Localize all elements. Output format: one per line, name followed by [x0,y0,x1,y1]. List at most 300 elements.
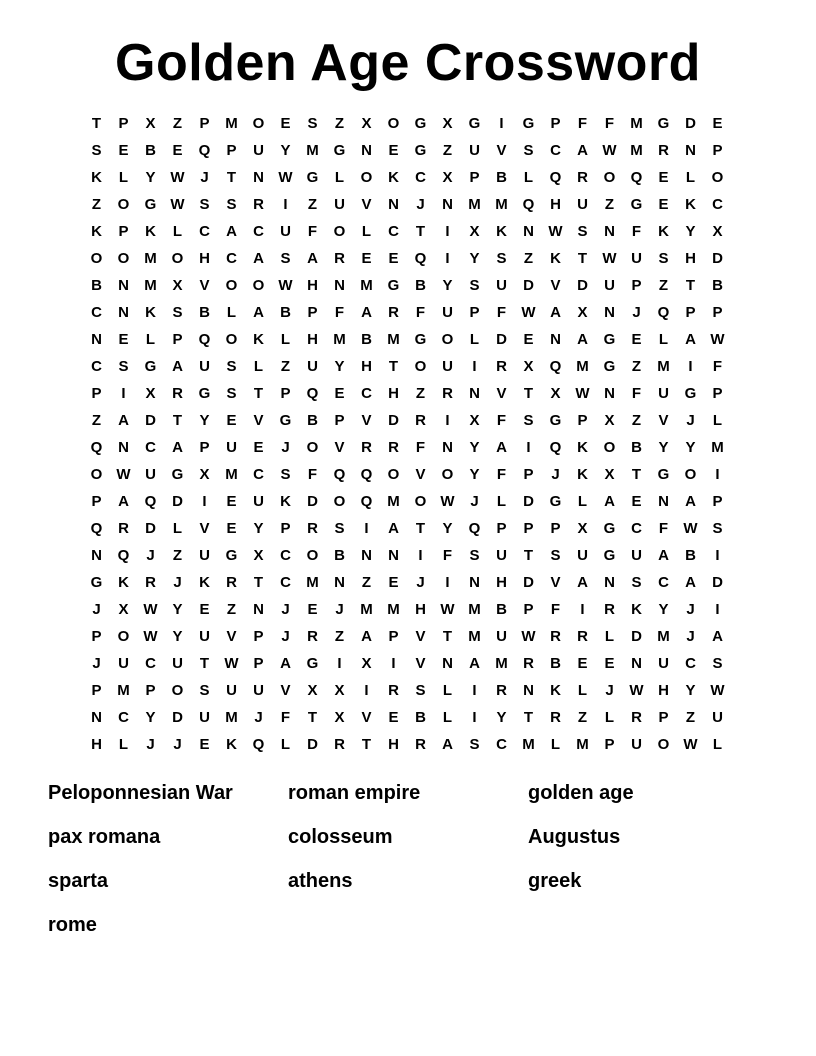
grid-letter: R [253,196,264,213]
grid-letter: Z [226,601,237,618]
grid-letter: D [523,277,534,294]
grid-letter: V [496,385,507,402]
grid-letter: G [468,115,481,132]
grid-row [83,299,733,326]
grid-letter: C [280,574,291,591]
grid-letter: F [550,601,561,618]
grid-letter: N [388,196,399,213]
grid-letter: A [496,439,507,456]
grid-letter: K [280,493,291,510]
grid-letter: G [306,655,319,672]
grid-letter: R [523,655,534,672]
grid-letter: J [605,682,614,699]
grid-letter: M [576,358,589,375]
grid-letter: S [280,466,291,483]
grid-letter: M [657,358,670,375]
grid-letter: E [226,412,237,429]
grid-letter: P [631,277,642,294]
grid-letter: P [91,628,102,645]
grid-letter: O [603,169,616,186]
grid-letter: K [145,223,156,240]
grid-letter: O [360,169,373,186]
grid-letter: P [280,385,291,402]
grid-letter: R [334,250,345,267]
grid-letter: U [199,628,210,645]
grid-letter: P [658,709,669,726]
grid-letter: M [225,115,238,132]
grid-letter: E [199,601,210,618]
grid-letter: R [631,709,642,726]
grid-letter: E [388,709,399,726]
grid-letter: I [445,412,450,429]
grid-letter: Z [442,142,453,159]
grid-letter: U [469,142,480,159]
grid-letter: W [548,223,563,240]
grid-letter: A [388,520,399,537]
grid-letter: Z [604,196,615,213]
grid-letter: G [333,142,346,159]
grid-letter: M [144,277,157,294]
grid-letter: M [711,439,724,456]
grid-letter: X [253,547,264,564]
grid-row [83,650,733,677]
grid-letter: R [577,169,588,186]
grid-letter: S [334,520,345,537]
grid-letter: Y [172,601,183,618]
grid-letter: D [631,628,642,645]
grid-letter: A [604,493,615,510]
grid-letter: X [307,682,318,699]
grid-letter: T [361,736,372,753]
grid-letter: M [468,601,481,618]
grid-letter: O [252,277,265,294]
grid-letter: Y [145,169,156,186]
word-list-item: roman empire [288,782,421,804]
grid-row [83,326,733,353]
grid-letter: D [145,412,156,429]
grid-letter: X [172,277,183,294]
grid-letter: N [91,547,102,564]
grid-letter: E [658,196,669,213]
grid-letter: V [415,466,426,483]
grid-letter: H [388,385,399,402]
grid-letter: W [278,277,293,294]
grid-letter: A [280,655,291,672]
grid-letter: W [224,655,239,672]
grid-letter: K [577,439,588,456]
grid-letter: Y [442,277,453,294]
grid-letter: J [281,601,290,618]
grid-letter: A [550,304,561,321]
grid-letter: Q [306,385,319,402]
grid-letter: D [145,520,156,537]
grid-letter: V [199,520,210,537]
grid-letter: L [226,304,237,321]
grid-letter: W [683,736,698,753]
grid-letter: E [199,736,210,753]
grid-row [83,380,733,407]
grid-letter: N [388,547,399,564]
grid-letter: I [283,196,288,213]
grid-letter: C [226,250,237,267]
grid-letter: E [226,493,237,510]
grid-letter: U [658,655,669,672]
grid-letter: Y [199,412,210,429]
grid-letter: J [335,601,344,618]
grid-letter: Y [469,466,480,483]
grid-letter: B [415,277,426,294]
grid-letter: F [631,385,642,402]
grid-letter: H [307,331,318,348]
grid-letter: S [199,196,210,213]
grid-letter: U [631,736,642,753]
grid-letter: A [685,493,696,510]
grid-letter: L [145,331,156,348]
grid-letter: U [712,709,723,726]
grid-letter: P [199,115,210,132]
grid-letter: S [550,547,561,564]
grid-letter: V [415,628,426,645]
grid-letter: X [604,412,615,429]
grid-letter: N [91,709,102,726]
grid-letter: R [118,520,129,537]
grid-letter: Q [198,331,211,348]
grid-letter: P [523,601,534,618]
grid-letter: G [603,547,616,564]
grid-letter: S [226,196,237,213]
grid-letter: I [688,358,693,375]
grid-letter: T [172,412,183,429]
grid-letter: T [253,385,264,402]
grid-letter: G [306,169,319,186]
grid-letter: A [361,628,372,645]
grid-letter: M [495,655,508,672]
grid-letter: X [577,520,588,537]
grid-letter: O [414,358,427,375]
grid-letter: I [715,466,720,483]
grid-letter: A [253,250,264,267]
grid-letter: L [577,682,588,699]
grid-letter: P [91,682,102,699]
grid-letter: Q [198,142,211,159]
grid-letter: U [199,358,210,375]
grid-letter: H [91,736,102,753]
grid-letter: U [199,709,210,726]
grid-letter: Y [685,223,696,240]
grid-letter: W [116,466,131,483]
grid-letter: R [496,682,507,699]
grid-letter: Y [658,439,669,456]
grid-letter: X [145,385,156,402]
grid-letter: P [199,439,210,456]
grid-letter: K [550,250,561,267]
grid-letter: X [199,466,210,483]
grid-letter: X [469,223,480,240]
grid-letter: P [550,115,561,132]
grid-letter: A [577,142,588,159]
grid-letter: U [280,223,291,240]
grid-row [83,623,733,650]
word-list-item: greek [528,870,582,892]
grid-letter: H [199,250,210,267]
grid-letter: W [710,331,725,348]
grid-letter: L [577,493,588,510]
grid-letter: P [712,493,723,510]
grid-letter: S [496,250,507,267]
grid-letter: L [172,223,183,240]
grid-letter: Q [117,547,130,564]
grid-letter: V [334,439,345,456]
grid-row [83,164,733,191]
grid-letter: N [523,223,534,240]
grid-letter: S [631,574,642,591]
grid-letter: D [523,574,534,591]
grid-letter: E [712,115,723,132]
grid-letter: N [604,574,615,591]
grid-letter: G [603,520,616,537]
grid-letter: W [629,682,644,699]
grid-letter: A [685,574,696,591]
grid-letter: N [604,304,615,321]
grid-letter: D [307,736,318,753]
grid-row [83,488,733,515]
grid-letter: P [334,412,345,429]
grid-letter: K [226,736,237,753]
grid-letter: M [630,142,643,159]
grid-letter: B [145,142,156,159]
grid-letter: F [307,223,318,240]
grid-letter: C [253,466,264,483]
grid-letter: E [388,574,399,591]
grid-letter: N [118,304,129,321]
grid-letter: S [118,358,129,375]
grid-letter: E [523,331,534,348]
grid-letter: V [226,628,237,645]
grid-letter: R [550,628,561,645]
grid-letter: E [361,250,372,267]
grid-letter: D [172,709,183,726]
grid-letter: M [360,277,373,294]
grid-letter: M [630,115,643,132]
grid-letter: A [712,628,723,645]
grid-letter: X [442,115,453,132]
grid-letter: X [604,466,615,483]
grid-letter: T [91,115,102,132]
grid-letter: I [715,601,720,618]
grid-letter: E [658,169,669,186]
grid-letter: P [712,142,723,159]
grid-letter: W [170,169,185,186]
grid-letter: E [118,142,129,159]
grid-letter: K [550,682,561,699]
grid-letter: D [307,493,318,510]
word-list-item: athens [288,870,353,892]
word-list [48,775,788,951]
grid-letter: C [199,223,210,240]
grid-letter: D [172,493,183,510]
grid-letter: Q [549,358,562,375]
grid-letter: R [226,574,237,591]
grid-letter: T [415,520,426,537]
grid-letter: Y [145,709,156,726]
grid-letter: B [307,412,318,429]
word-list-item: sparta [48,870,109,892]
grid-letter: Z [91,412,102,429]
grid-letter: K [577,466,588,483]
grid-letter: Y [469,439,480,456]
grid-letter: X [118,601,129,618]
grid-letter: R [577,628,588,645]
grid-letter: H [388,736,399,753]
grid-letter: M [657,628,670,645]
grid-letter: W [143,601,158,618]
grid-letter: T [577,250,588,267]
grid-letter: P [577,412,588,429]
grid-letter: N [361,142,372,159]
grid-letter: K [91,169,102,186]
grid-letter: C [361,385,372,402]
grid-row [83,704,733,731]
grid-letter: S [226,385,237,402]
grid-letter: M [576,736,589,753]
grid-letter: R [415,412,426,429]
grid-letter: C [550,142,561,159]
grid-letter: B [496,169,507,186]
grid-letter: L [280,736,291,753]
grid-letter: Q [252,736,265,753]
grid-letter: Z [334,628,345,645]
grid-letter: A [172,358,183,375]
grid-letter: V [253,412,264,429]
grid-letter: K [199,574,210,591]
grid-letter: B [199,304,210,321]
grid-letter: I [445,574,450,591]
grid-letter: J [200,169,209,186]
grid-letter: S [469,736,480,753]
grid-letter: G [144,196,157,213]
grid-row [83,677,733,704]
grid-letter: X [361,115,372,132]
grid-letter: O [306,439,319,456]
grid-letter: M [144,250,157,267]
grid-letter: V [658,412,669,429]
grid-letter: M [225,466,238,483]
grid-letter: P [91,385,102,402]
grid-letter: L [118,169,129,186]
word-list-item: Augustus [528,826,621,848]
grid-letter: N [469,574,480,591]
grid-letter: D [685,115,696,132]
grid-letter: T [388,358,399,375]
grid-letter: J [92,601,101,618]
grid-letter: D [712,574,723,591]
grid-letter: R [415,736,426,753]
grid-letter: W [575,385,590,402]
grid-letter: J [416,196,425,213]
grid-letter: U [442,304,453,321]
grid-letter: R [172,385,183,402]
grid-letter: P [307,304,318,321]
grid-letter: Q [90,439,103,456]
grid-letter: X [550,385,561,402]
grid-letter: B [91,277,102,294]
grid-letter: V [550,574,561,591]
grid-letter: Z [631,358,642,375]
grid-letter: L [334,169,345,186]
grid-letter: V [361,709,372,726]
page-title: Golden Age Crossword [115,34,701,92]
grid-letter: E [388,142,399,159]
grid-letter: U [307,358,318,375]
grid-letter: E [118,331,129,348]
grid-letter: N [685,142,696,159]
grid-letter: L [118,736,129,753]
grid-letter: F [334,304,345,321]
grid-letter: W [602,142,617,159]
grid-letter: J [92,655,101,672]
grid-letter: X [334,709,345,726]
grid-letter: J [281,628,290,645]
grid-letter: K [388,169,399,186]
grid-letter: O [441,466,454,483]
grid-letter: X [442,169,453,186]
grid-letter: I [715,547,720,564]
grid-letter: O [603,439,616,456]
grid-letter: Y [658,601,669,618]
grid-letter: C [145,439,156,456]
grid-letter: H [361,358,372,375]
grid-row [83,407,733,434]
grid-letter: G [279,412,292,429]
grid-letter: Q [549,169,562,186]
grid-letter: W [521,628,536,645]
grid-letter: M [360,601,373,618]
grid-letter: F [415,439,426,456]
grid-letter: E [334,385,345,402]
grid-letter: A [172,439,183,456]
grid-letter: D [388,412,399,429]
grid-letter: O [711,169,724,186]
word-list-item: Peloponnesian War [48,782,233,804]
grid-letter: M [225,709,238,726]
grid-letter: V [550,277,561,294]
grid-letter: B [631,439,642,456]
grid-letter: Q [90,520,103,537]
word-list-item: pax romana [48,826,161,848]
grid-letter: U [172,655,183,672]
grid-letter: G [414,331,427,348]
grid-letter: F [496,304,507,321]
grid-letter: S [199,682,210,699]
grid-letter: U [496,628,507,645]
grid-letter: U [253,682,264,699]
grid-letter: P [523,520,534,537]
grid-letter: O [171,682,184,699]
grid-letter: G [549,493,562,510]
grid-letter: L [442,682,453,699]
grid-row [83,137,733,164]
grid-letter: B [550,655,561,672]
grid-letter: N [523,682,534,699]
grid-letter: O [684,466,697,483]
grid-letter: H [415,601,426,618]
grid-letter: E [388,250,399,267]
grid-letter: S [172,304,183,321]
grid-letter: C [91,358,102,375]
grid-letter: Z [280,358,291,375]
grid-letter: A [118,493,129,510]
grid-letter: C [712,196,723,213]
